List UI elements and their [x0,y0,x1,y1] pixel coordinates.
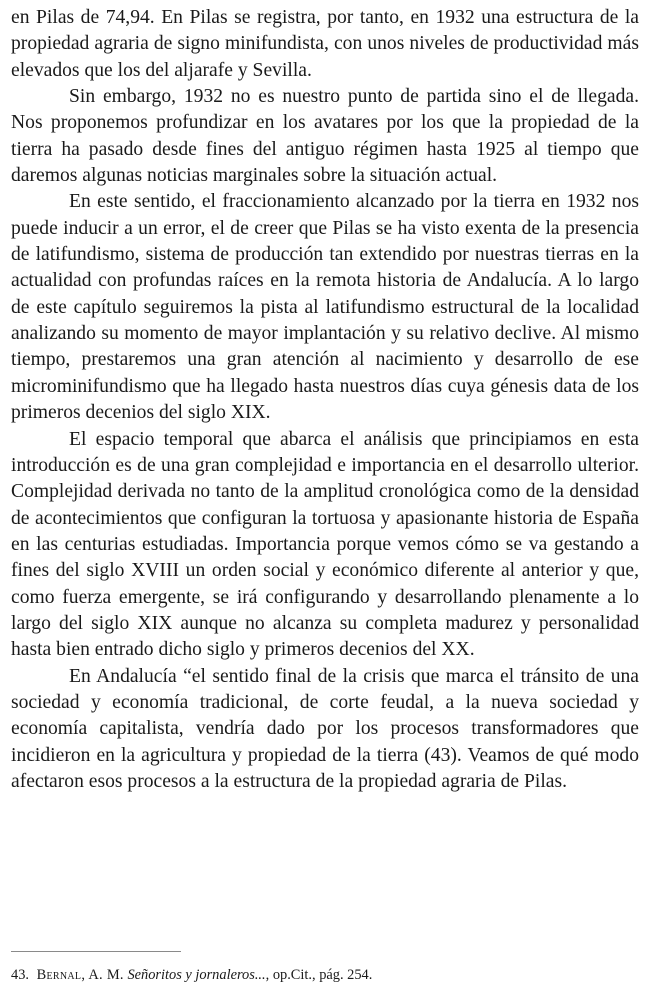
footnote [11,966,639,984]
footnote-divider [11,951,181,952]
footnote-author: Bernal, A. M. [36,967,124,983]
paragraph: El espacio temporal que abarca el análisis que principiamos en esta introducción es de una gran complejidad e importancia en el desarrollo ulterior. Complejidad derivada no tanto de la amplitud cronológica como de la densidad de acontecimientos que configuran la tortuosa y apasionante historia de España en las centurias estudiadas. Importancia porque vemos cómo se va gestando a fines del siglo XVIII un orden social y económico diferente al anterior y que, como fuerza emergente, se irá configurando y desarrollando plenamente a lo largo del siglo XIX aunque no alcanza su completa madurez y personalidad hasta bien entrado dicho siglo y primeros decenios del XX. [11,428,639,661]
paragraph: Sin embargo, 1932 no es nuestro punto de partida sino el de llegada. Nos proponemos profundizar en los avatares por los que la propiedad de la tierra ha pasado desde fines del antiguo régimen hasta 1925 al tiempo que daremos algunas noticias marginales sobre la situación actual. [11,86,639,187]
footnote-citation: , op.Cit., pág. 254. [265,967,373,983]
footnote-number: 43. [11,967,29,983]
footnote-title: Señoritos y jornaleros... [127,967,266,983]
paragraph-continuation: en Pilas de 74,94. En Pilas se registra, por tanto, en 1932 una estructura de la propiedad agraria de signo minifundista, con unos niveles de productividad más elevados que los del aljarafe y Sevilla. [11,7,639,81]
paragraph: En este sentido, el fraccionamiento alcanzado por la tierra en 1932 nos puede inducir a un error, el de creer que Pilas se ha visto exenta de la presencia de latifundismo, sistema de producción tan extendido por nuestras tierras en la actualidad con profundas raíces en la remota historia de Andalucía. A lo largo de este capítulo seguiremos la pista al latifundismo estructural de la localidad analizando su momento de mayor implantación y su relativo declive. Al mismo tiempo, prestaremos una gran atención al nacimiento y desarrollo de ese microminifundismo que ha llegado hasta nuestros días cuya génesis data de los primeros decenios del siglo XIX. [11,191,639,424]
document-body [11,5,639,795]
paragraph: En Andalucía “el sentido final de la crisis que marca el tránsito de una sociedad y economía tradicional, de corte feudal, a la nueva sociedad y economía capitalista, vendría dado por los procesos transformadores que incidieron en la agricultura y propiedad de la tierra (43). Veamos de qué modo afectaron esos procesos a la estructura de la propiedad agraria de Pilas. [11,665,639,792]
